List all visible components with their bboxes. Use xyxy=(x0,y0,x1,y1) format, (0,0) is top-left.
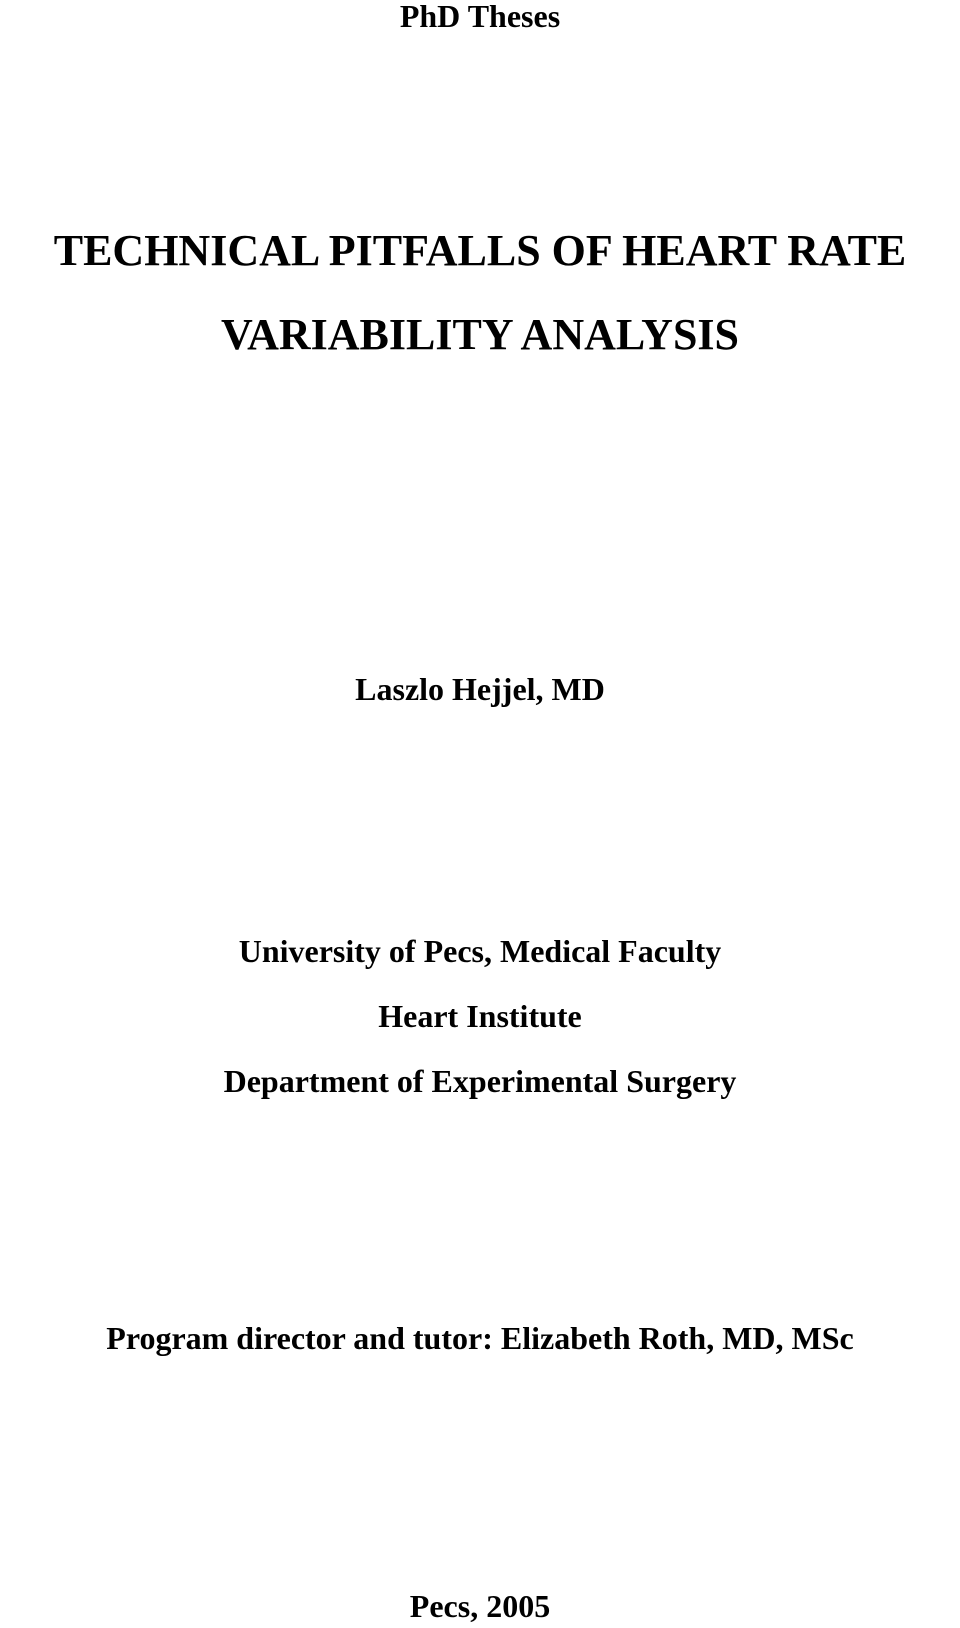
thesis-title-line-2: VARIABILITY ANALYSIS xyxy=(220,310,740,359)
place-and-year: Pecs, 2005 xyxy=(409,1588,551,1624)
program-director: Program director and tutor: Elizabeth Roth, MD, MSc xyxy=(106,1320,854,1356)
institution-university: University of Pecs, Medical Faculty xyxy=(238,933,722,969)
thesis-title-line-1: TECHNICAL PITFALLS OF HEART RATE xyxy=(53,226,907,275)
institution-institute: Heart Institute xyxy=(378,998,582,1034)
document-header: PhD Theses xyxy=(399,0,561,34)
institution-department: Department of Experimental Surgery xyxy=(223,1063,737,1099)
author-name: Laszlo Hejjel, MD xyxy=(355,671,605,707)
